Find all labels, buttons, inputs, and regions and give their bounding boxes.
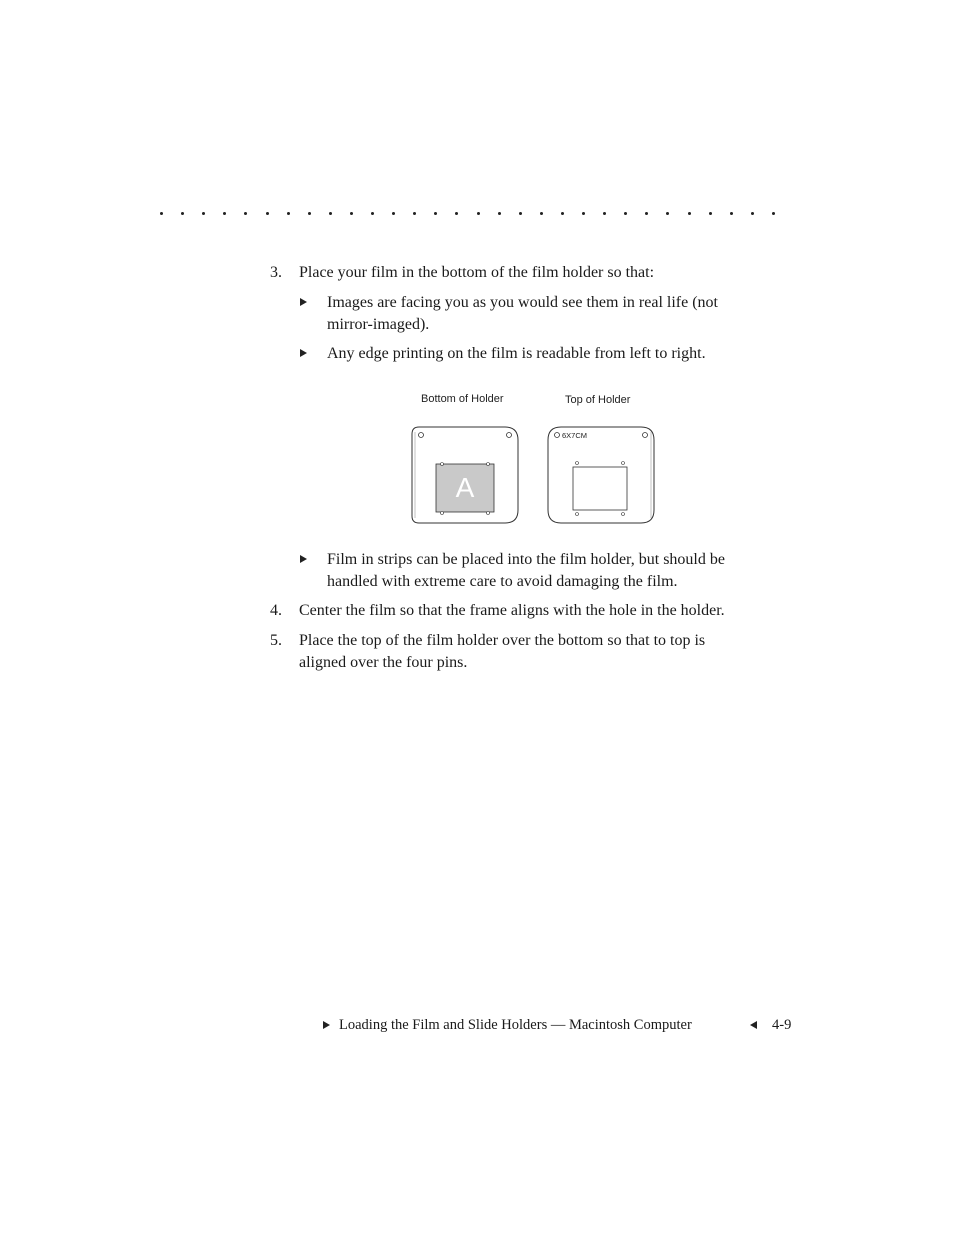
step-text-5-line-2: aligned over the four pins. (299, 654, 468, 671)
rule-dot (308, 212, 311, 215)
rule-dot (582, 212, 585, 215)
rule-dot (772, 212, 775, 215)
bullet-arrow-icon (300, 349, 307, 357)
footer-arrow-left-icon (750, 1021, 757, 1029)
rule-dot (392, 212, 395, 215)
footer-title: Loading the Film and Slide Holders — Macintosh Computer (339, 1017, 692, 1033)
rule-dot (455, 212, 458, 215)
rule-dot (371, 212, 374, 215)
rule-dot (266, 212, 269, 215)
rule-dot (751, 212, 754, 215)
footer-arrow-right-icon (323, 1021, 330, 1029)
bullet-1-line-1: Images are facing you as you would see them in real life (not (327, 294, 718, 311)
bottom-holder (412, 427, 518, 523)
rule-dot (413, 212, 416, 215)
rule-dot (202, 212, 205, 215)
page-number: 4-9 (772, 1017, 792, 1033)
rule-dot (181, 212, 184, 215)
top-holder-marking: 6X7CM (562, 431, 588, 440)
rule-dot (519, 212, 522, 215)
film-holder-figure (405, 420, 665, 532)
rule-dot (329, 212, 332, 215)
rule-dot (709, 212, 712, 215)
bullet-3-line-2: handled with extreme care to avoid damaging the film. (327, 573, 678, 590)
rule-dot (477, 212, 480, 215)
rule-dot (561, 212, 564, 215)
rule-dot (624, 212, 627, 215)
step-text-5-line-1: Place the top of the film holder over the bottom so that to top is (299, 632, 706, 649)
step-text-4: Center the film so that the frame aligns with the hole in the holder. (299, 602, 725, 619)
bullet-3-line-1: Film in strips can be placed into the film holder, but should be (327, 551, 725, 568)
rule-dot (645, 212, 648, 215)
rule-dot (688, 212, 691, 215)
dotted-rule (158, 200, 798, 220)
rule-dot (160, 212, 163, 215)
rule-dot (223, 212, 226, 215)
bullet-1-line-2: mirror-imaged). (327, 316, 430, 333)
step-number-5: 5. (270, 632, 282, 649)
rule-dot (603, 212, 606, 215)
rule-dot (244, 212, 247, 215)
step-number-4: 4. (270, 602, 282, 619)
rule-dot (730, 212, 733, 215)
figure-label-top: Top of Holder (565, 394, 631, 406)
step-number-3: 3. (270, 264, 282, 281)
bullet-2-line-1: Any edge printing on the film is readable from left to right. (327, 345, 706, 362)
rule-dot (350, 212, 353, 215)
rule-dot (434, 212, 437, 215)
bullet-arrow-icon (300, 555, 307, 563)
figure-label-bottom: Bottom of Holder (421, 393, 504, 405)
rule-dot (540, 212, 543, 215)
film-letter: A (455, 472, 475, 503)
top-holder (548, 427, 654, 523)
step-text-3: Place your film in the bottom of the film holder so that: (299, 264, 655, 281)
rule-dot (666, 212, 669, 215)
rule-dot (287, 212, 290, 215)
bullet-arrow-icon (300, 298, 307, 306)
rule-dot (498, 212, 501, 215)
